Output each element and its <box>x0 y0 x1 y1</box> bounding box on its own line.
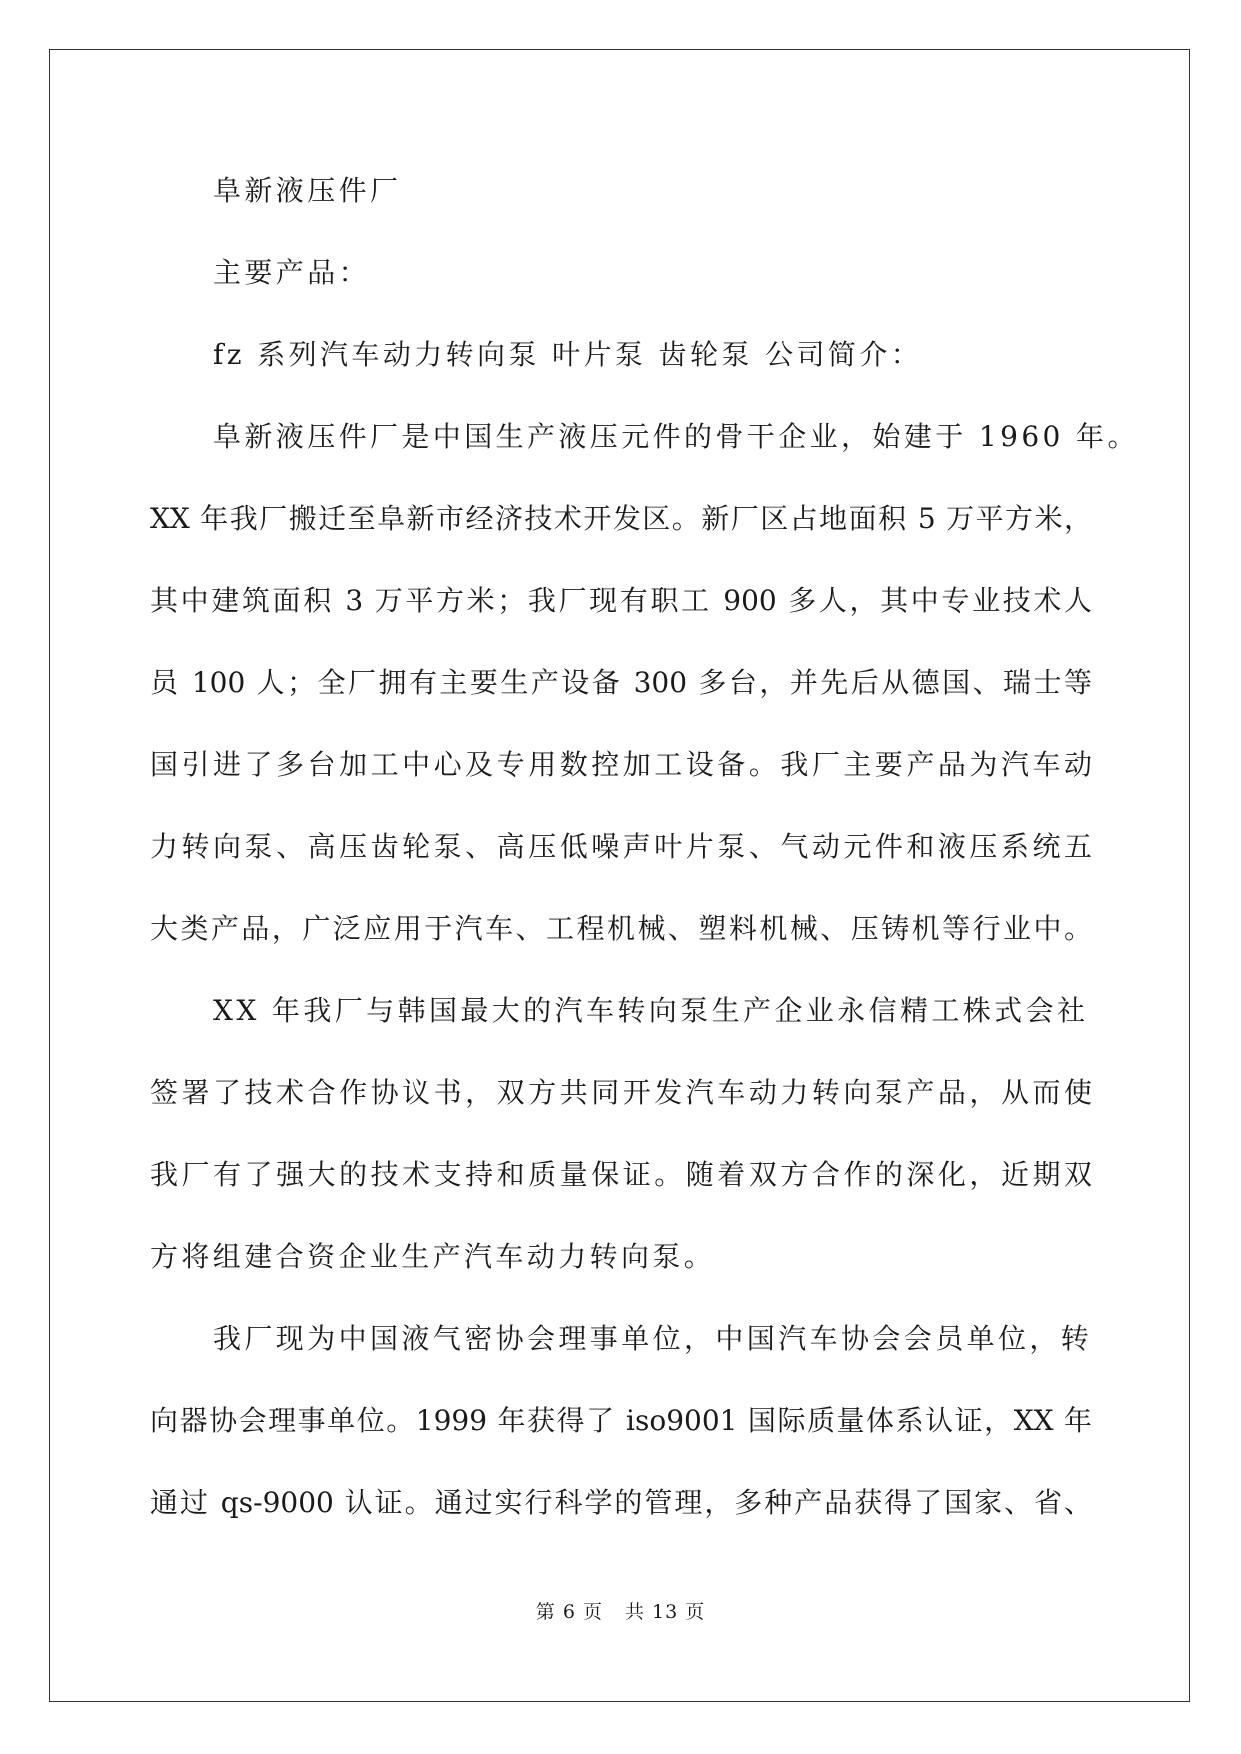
page-number: 第 6 页 <box>535 1601 603 1623</box>
paragraph-line: XX 年我厂与韩国最大的汽车转向泵生产企业永信精工株式会社 <box>213 994 1089 1027</box>
paragraph-line: 国引进了多台加工中心及专用数控加工设备。我厂主要产品为汽车动 <box>150 748 1092 781</box>
paragraph-line: 方将组建合资企业生产汽车动力转向泵。 <box>150 1240 716 1273</box>
paragraph-line: 员 100 人；全厂拥有主要生产设备 300 多台，并先后从德国、瑞士等 <box>150 666 1092 699</box>
products-list-line: fz 系列汽车动力转向泵 叶片泵 齿轮泵 公司简介： <box>213 338 923 371</box>
company-name-line: 阜新液压件厂 <box>213 174 402 207</box>
products-heading-line: 主要产品： <box>213 256 371 289</box>
paragraph-line: XX 年我厂搬迁至阜新市经济技术开发区。新厂区占地面积 5 万平方米， <box>150 502 1092 535</box>
paragraph-line: 其中建筑面积 3 万平方米；我厂现有职工 900 多人，其中专业技术人 <box>150 584 1092 617</box>
page-total: 共 13 页 <box>624 1601 706 1623</box>
document-body <box>150 150 1139 1544</box>
paragraph-line: 向器协会理事单位。1999 年获得了 iso9001 国际质量体系认证，XX 年 <box>150 1404 1092 1437</box>
paragraph-line: 力转向泵、高压齿轮泵、高压低噪声叶片泵、气动元件和液压系统五 <box>150 830 1092 863</box>
paragraph-line: 通过 qs-9000 认证。通过实行科学的管理，多种产品获得了国家、省、 <box>150 1486 1092 1519</box>
page-footer <box>0 1597 1241 1624</box>
paragraph-line: 签署了技术合作协议书，双方共同开发汽车动力转向泵产品，从而使 <box>150 1076 1092 1109</box>
paragraph-line: 大类产品，广泛应用于汽车、工程机械、塑料机械、压铸机等行业中。 <box>150 912 1092 945</box>
paragraph-line: 我厂有了强大的技术支持和质量保证。随着双方合作的深化，近期双 <box>150 1158 1092 1191</box>
paragraph-line: 我厂现为中国液气密协会理事单位，中国汽车协会会员单位，转 <box>213 1322 1093 1355</box>
paragraph-line: 阜新液压件厂是中国生产液压元件的骨干企业，始建于 1960 年。 <box>213 420 1139 453</box>
